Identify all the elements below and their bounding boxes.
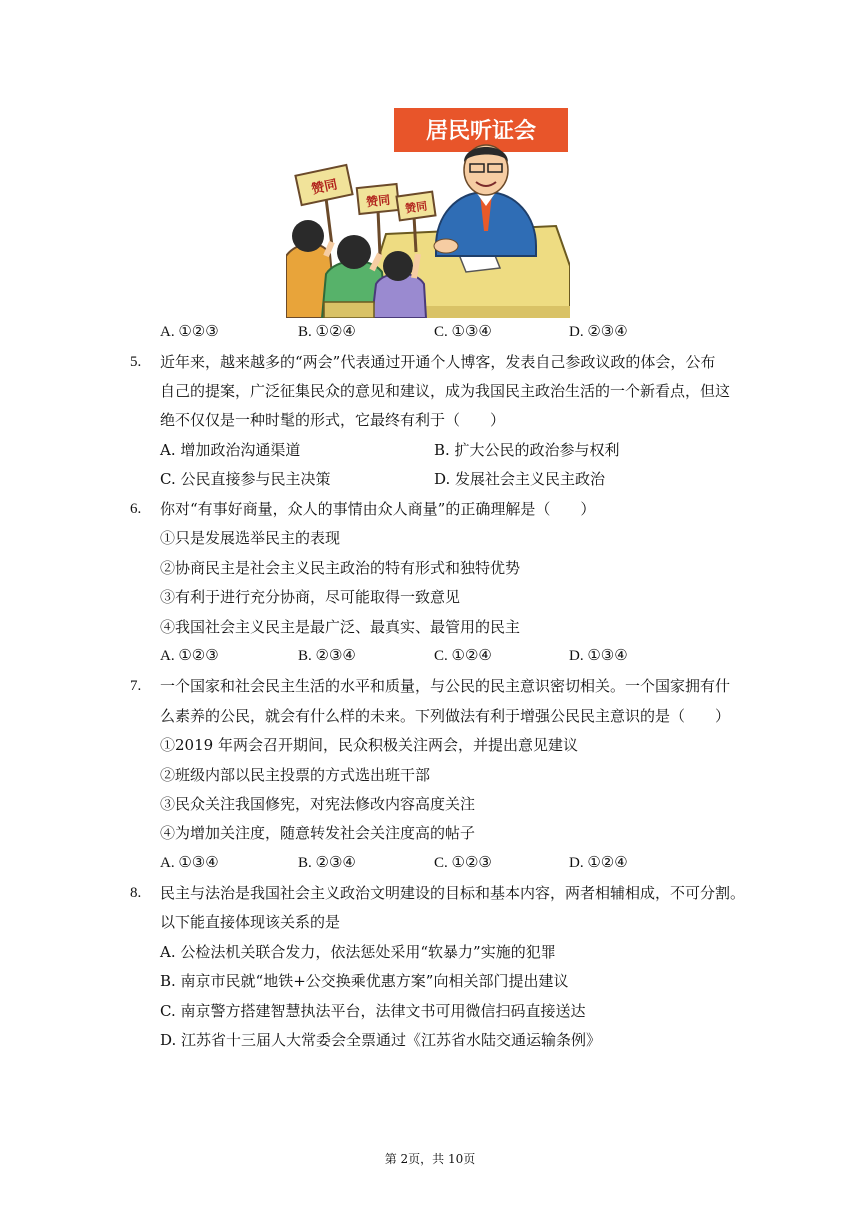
q8-stem-line-2: 以下能直接体现该关系的是 <box>160 913 341 931</box>
q7-statement-1: ①2019 年两会召开期间，民众积极关注两会，并提出意见建议 <box>160 736 578 754</box>
q8-option-d: D. 江苏省十三届人大常委会全票通过《江苏省水陆交通运输条例》 <box>160 1031 602 1049</box>
q5-stem-line-1: 近年来，越来越多的“两会”代表通过开通个人博客，发表自己参政议政的体会，公布 <box>160 353 716 371</box>
q4-option-b: B. ①②④ <box>298 324 356 340</box>
q6-statement-4: ④我国社会主义民主是最广泛、最真实、最管用的民主 <box>160 618 521 636</box>
q7-statement-4: ④为增加关注度，随意转发社会关注度高的帖子 <box>160 824 476 842</box>
chair <box>324 302 374 318</box>
q8-option-c: C. 南京警方搭建智慧执法平台，法律文书可用微信扫码直接送达 <box>160 1002 586 1020</box>
q7-statement-2: ②班级内部以民主投票的方式选出班干部 <box>160 766 431 784</box>
svg-text:赞同: 赞同 <box>404 199 429 216</box>
svg-text:赞同: 赞同 <box>365 192 391 210</box>
q8-stem-line-1: 民主与法治是我国社会主义政治文明建设的目标和基本内容，两者相辅相成，不可分割。 <box>160 884 746 902</box>
q5-option-d: D. 发展社会主义民主政治 <box>434 470 606 488</box>
page-footer: 第 2页，共 10页 <box>384 1152 476 1166</box>
q5-stem-line-2: 自己的提案，广泛征集民众的意见和建议，成为我国民主政治生活的一个新看点，但这 <box>160 382 731 400</box>
q7-option-a: A. ①③④ <box>160 855 219 871</box>
q7-number: 7. <box>130 678 142 694</box>
q4-option-c: C. ①③④ <box>434 324 492 340</box>
q6-option-c: C. ①②④ <box>434 648 492 664</box>
q5-option-b: B. 扩大公民的政治参与权利 <box>434 441 620 459</box>
q7-statement-3: ③民众关注我国修宪，对宪法修改内容高度关注 <box>160 795 476 813</box>
hearing-cartoon <box>286 106 570 318</box>
q6-statement-1: ①只是发展选举民主的表现 <box>160 529 341 547</box>
q7-option-d: D. ①②④ <box>569 855 628 871</box>
q6-statement-2: ②协商民主是社会主义民主政治的特有形式和独特优势 <box>160 559 521 577</box>
q8-option-b: B. 南京市民就“地铁+公交换乘优惠方案”向相关部门提出建议 <box>160 972 569 990</box>
hearing-sign-text: 居民听证会 <box>425 119 537 144</box>
hearing-illustration <box>286 106 570 318</box>
q5-stem-line-3: 绝不仅仅是一种时髦的形式，它最终有利于（ ） <box>160 411 506 429</box>
q8-number: 8. <box>130 885 142 901</box>
q6-statement-3: ③有利于进行充分协商，尽可能取得一致意见 <box>160 588 461 606</box>
q5-option-c: C. 公民直接参与民主决策 <box>160 470 331 488</box>
q7-option-c: C. ①②③ <box>434 855 492 871</box>
q5-option-a: A. 增加政治沟通渠道 <box>160 441 301 459</box>
q7-option-b: B. ②③④ <box>298 855 356 871</box>
q6-option-a: A. ①②③ <box>160 648 219 664</box>
q4-option-d: D. ②③④ <box>569 324 628 340</box>
q4-option-a: A. ①②③ <box>160 324 219 340</box>
q6-option-d: D. ①③④ <box>569 648 628 664</box>
q7-stem-line-1: 一个国家和社会民主生活的水平和质量，与公民的民主意识密切相关。一个国家拥有什 <box>160 677 731 695</box>
q6-number: 6. <box>130 501 142 517</box>
q7-stem-line-2: 么素养的公民，就会有什么样的未来。下列做法有利于增强公民民主意识的是（ ） <box>160 707 731 725</box>
q5-number: 5. <box>130 354 142 370</box>
svg-text:赞同: 赞同 <box>310 177 339 198</box>
q8-option-a: A. 公检法机关联合发力，依法惩处采用“软暴力”实施的犯罪 <box>160 943 556 961</box>
q6-stem: 你对“有事好商量，众人的事情由众人商量”的正确理解是（ ） <box>160 500 596 518</box>
q6-option-b: B. ②③④ <box>298 648 356 664</box>
